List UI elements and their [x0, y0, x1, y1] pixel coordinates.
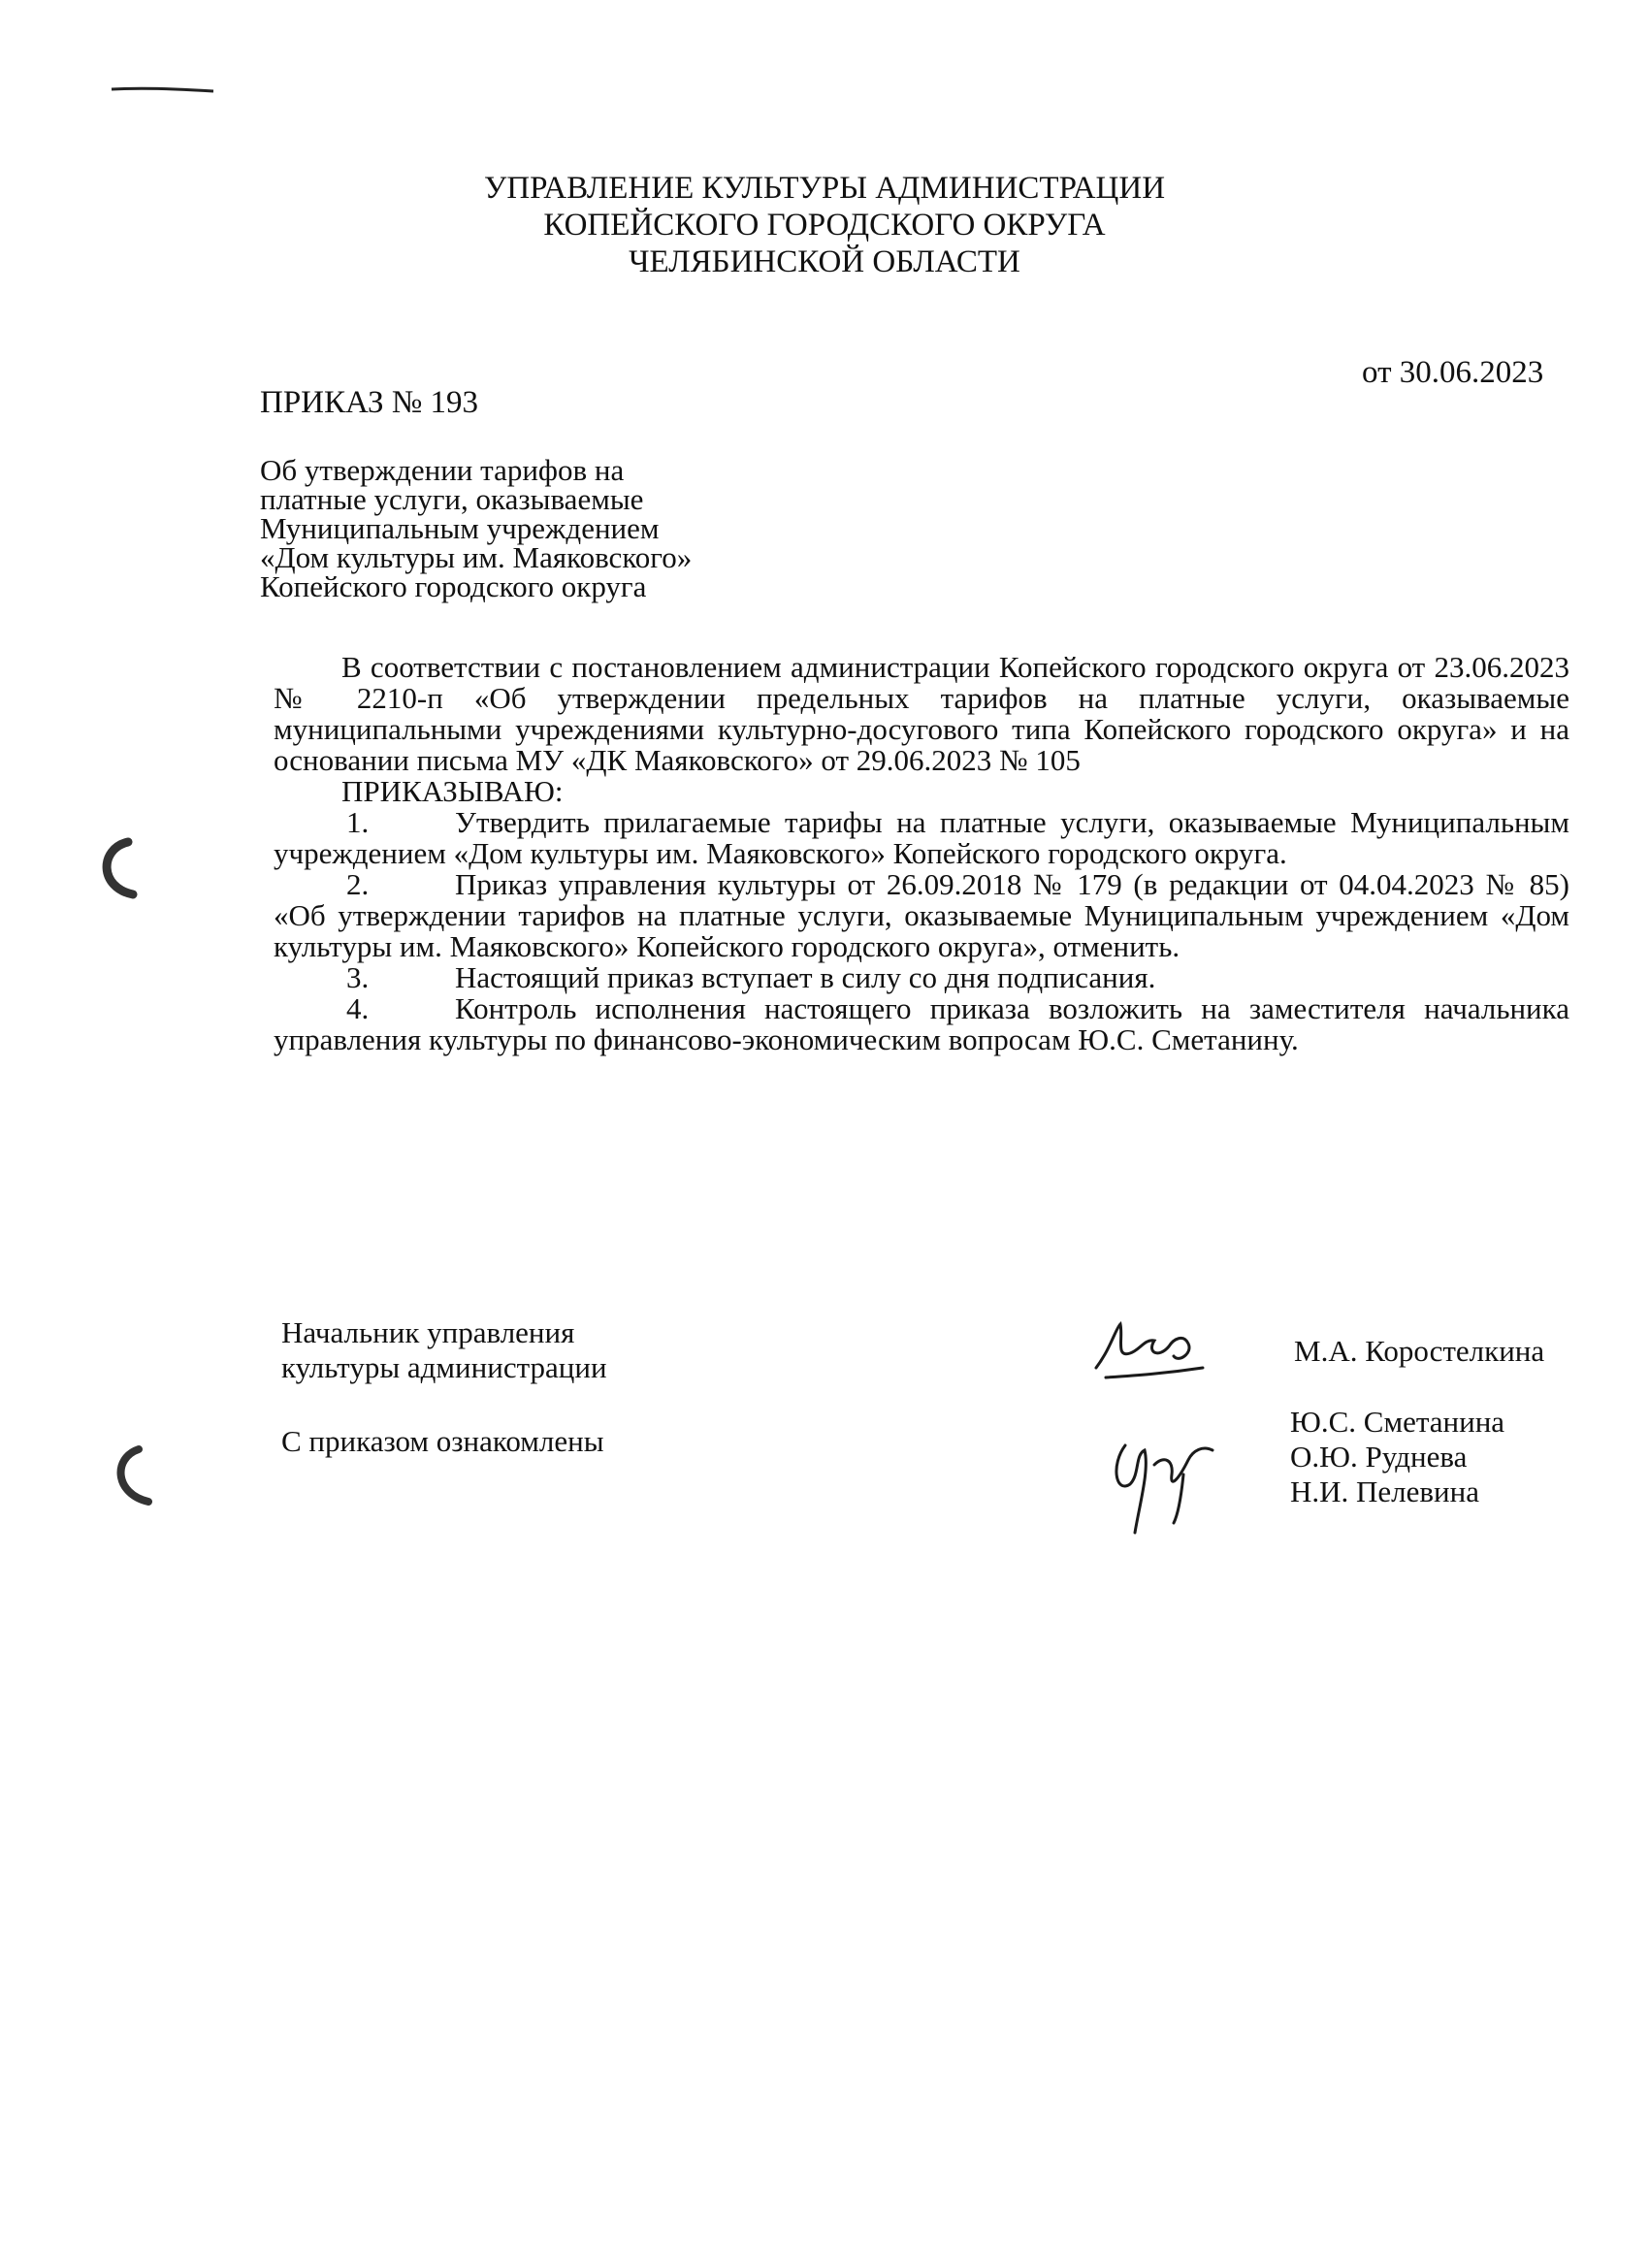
acknowledged-person: О.Ю. Руднева [1290, 1440, 1468, 1474]
order-number: ПРИКАЗ № 193 [260, 385, 479, 420]
subject-line: Муниципальным учреждением [260, 511, 660, 545]
signatory-name: М.А. Коростелкина [1294, 1334, 1545, 1368]
item-number: 3. [346, 960, 370, 994]
header-line-2: КОПЕЙСКОГО ГОРОДСКОГО ОКРУГА [543, 208, 1106, 243]
handwritten-signature-head [1086, 1310, 1212, 1387]
header-line-3: ЧЕЛЯБИНСКОЙ ОБЛАСТИ [629, 244, 1020, 279]
signatory-title-line-1: Начальник управления [281, 1315, 575, 1349]
acknowledged-person: Ю.С. Сметанина [1290, 1405, 1505, 1439]
item-text: Приказ управления культуры от 26.09.2018 № 179 (в редакции от 04.04.2023 № 85) «Об утверждении тарифов на платные услуги, оказываемые Муниципальным учреждением «Дом культуры им. Маяковского» Копейского городского округа», отменить. [274, 867, 1569, 963]
order-item [274, 869, 1569, 962]
item-text: Настоящий приказ вступает в силу со дня подписания. [455, 960, 1156, 994]
item-number: 4. [346, 991, 370, 1025]
subject-line: платные услуги, оказываемые [260, 482, 644, 516]
organization-header [0, 170, 1649, 280]
acknowledgement-label: С приказом ознакомлены [281, 1424, 604, 1458]
header-line-1: УПРАВЛЕНИЕ КУЛЬТУРЫ АДМИНИСТРАЦИИ [483, 171, 1166, 206]
signatory-title [281, 1315, 607, 1385]
handwritten-signature-acknowledgement [1096, 1426, 1232, 1542]
item-text: Контроль исполнения настоящего приказа возложить на заместителя начальника управления культуры по финансово-экономическим вопросам Ю.С. Сметанину. [274, 991, 1569, 1056]
hole-punch-mark-upper [89, 834, 147, 902]
item-text: Утвердить прилагаемые тарифы на платные услуги, оказываемые Муниципальным учреждением «Дом культуры им. Маяковского» Копейского городского округа. [274, 805, 1569, 870]
subject-line: Копейского городского округа [260, 569, 647, 603]
scan-artifact-mark [107, 76, 223, 105]
order-item [274, 807, 1569, 869]
hole-punch-mark-lower [105, 1443, 163, 1511]
subject-line: «Дом культуры им. Маяковского» [260, 540, 693, 574]
order-item [274, 962, 1569, 993]
order-subject [260, 453, 693, 603]
order-date: от 30.06.2023 [1362, 355, 1544, 390]
directive-heading: ПРИКАЗЫВАЮ: [341, 774, 564, 808]
item-number: 1. [346, 805, 370, 839]
acknowledgement-names [1290, 1405, 1504, 1509]
acknowledged-person: Н.И. Пелевина [1290, 1474, 1479, 1508]
preamble-paragraph: В соответствии с постановлением администрации Копейского городского округа от 23.06.2023 № 2210-п «Об утверждении предельных тарифов на платные услуги, оказываемые муниципальными учреждениями культурно-досугового типа Копейского городского округа» и на основании письма МУ «ДК Маяковского» от 29.06.2023 № 105 [274, 650, 1569, 777]
signatory-title-line-2: культуры администрации [281, 1350, 607, 1384]
item-number: 2. [346, 867, 370, 901]
order-item [274, 993, 1569, 1055]
subject-line: Об утверждении тарифов на [260, 453, 625, 487]
order-body [274, 652, 1569, 1055]
